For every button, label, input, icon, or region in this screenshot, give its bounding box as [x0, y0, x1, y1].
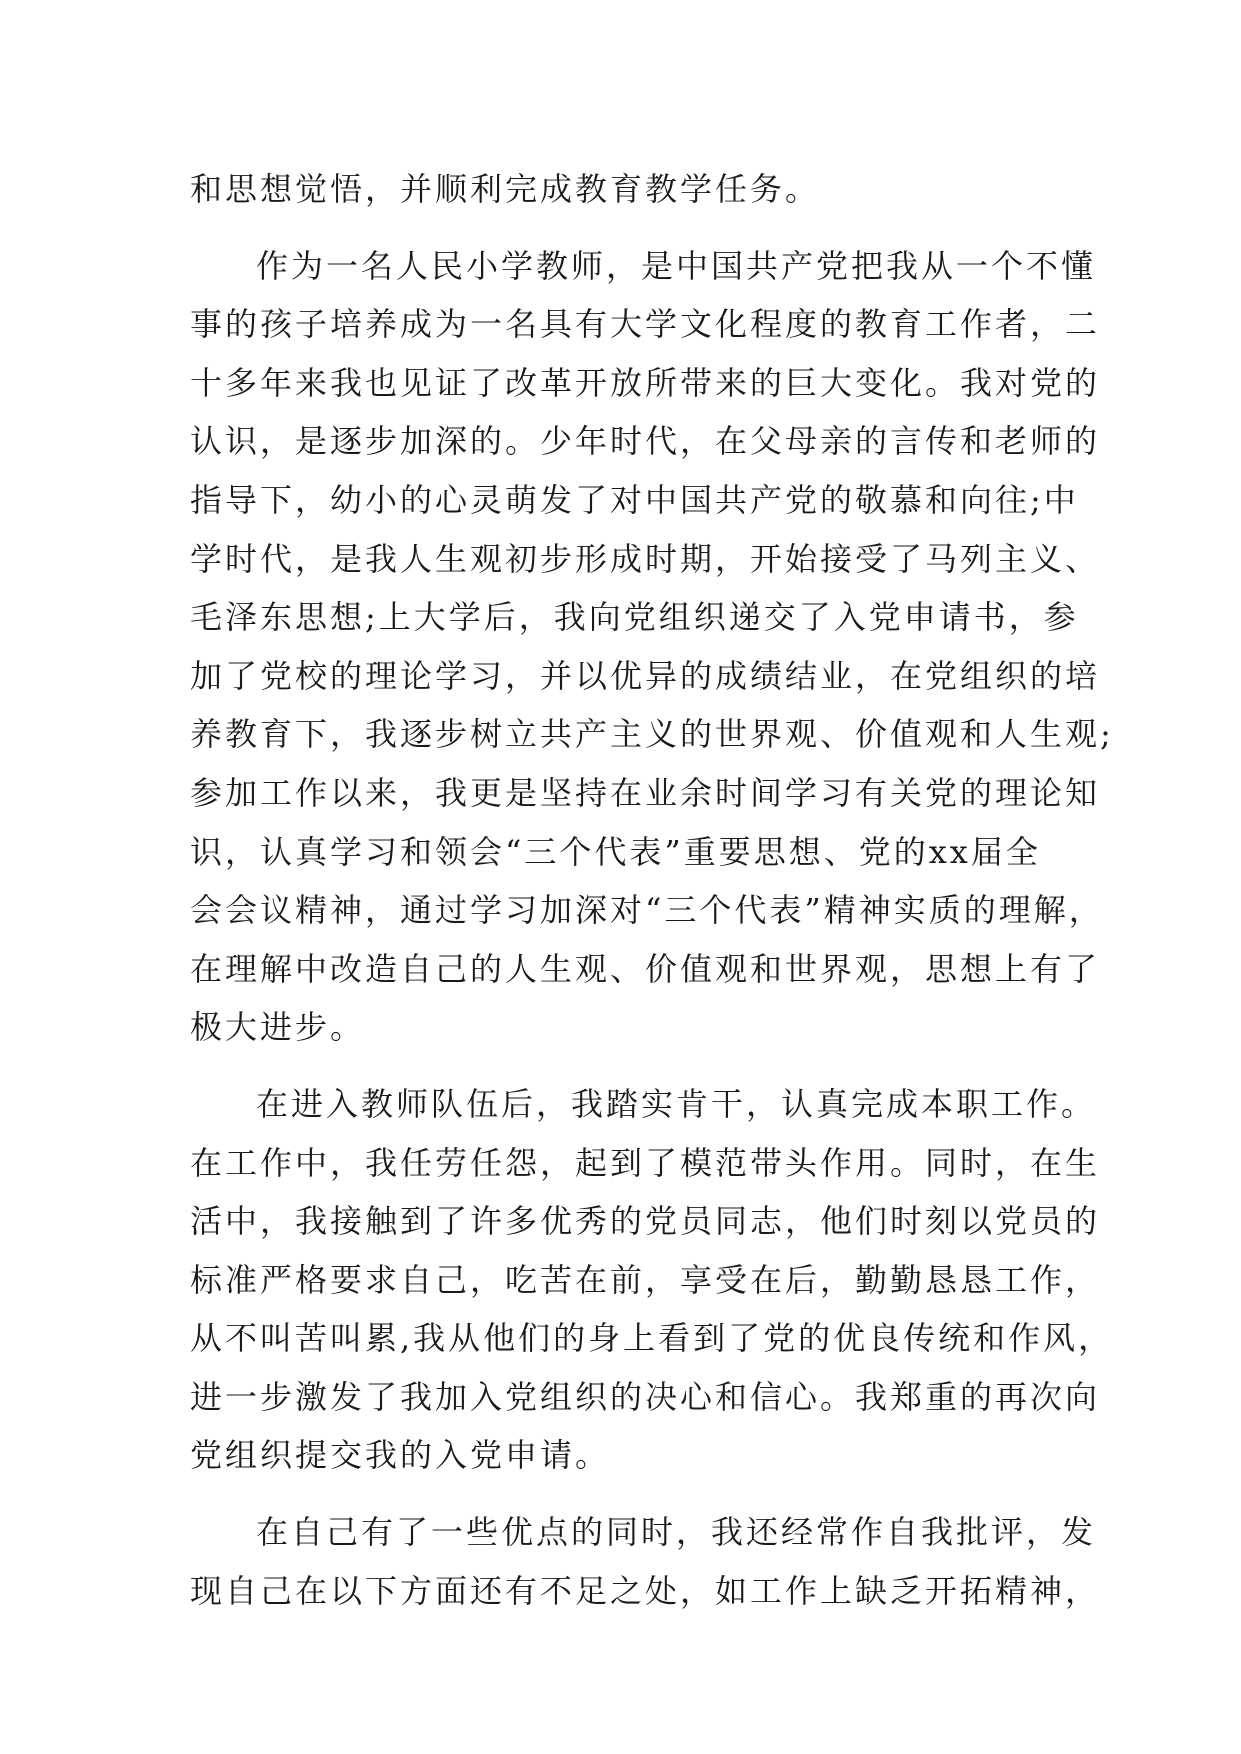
text-line: 作为一名人民小学教师，是中国共产党把我从一个不懂: [256, 246, 1097, 285]
text-line: 加了党校的理论学习，并以优异的成绩结业，在党组织的培: [190, 656, 1101, 695]
text-line: 在进入教师队伍后，我踏实肯干，认真完成本职工作。: [256, 1084, 1097, 1123]
paragraph: [190, 160, 1070, 219]
text-line: 事的孩子培养成为一名具有大学文化程度的教育工作者，二: [190, 305, 1101, 344]
body-text: [190, 160, 1114, 1620]
text-line: 会会议精神，通过学习加深对“三个代表”精神实质的理解，: [190, 891, 1104, 930]
text-line: 和思想觉悟，并顺利完成教育教学任务。: [190, 170, 821, 208]
text-line: 认识，是逐步加深的。少年时代，在父母亲的言传和老师的: [190, 422, 1101, 461]
text-line: 识，认真学习和领会“三个代表”重要思想、党的xx届全: [190, 832, 1041, 871]
text-line: 标准严格要求自己，吃苦在前，享受在后，勤勤恳恳工作，: [190, 1260, 1101, 1299]
paragraph: [190, 1503, 1101, 1620]
paragraph: [190, 1075, 1114, 1485]
text-line: 现自己在以下方面还有不足之处，如工作上缺乏开拓精神，: [190, 1571, 1101, 1610]
text-line: 十多年来我也见证了改革开放所带来的巨大变化。我对党的: [190, 363, 1101, 402]
text-line: 指导下，幼小的心灵萌发了对中国共产党的敬慕和向往;中: [190, 480, 1079, 519]
text-line: 养教育下，我逐步树立共产主义的世界观、价值观和人生观;: [190, 715, 1114, 754]
text-line: 极大进步。: [190, 1008, 366, 1047]
text-line: 进一步激发了我加入党组织的决心和信心。我郑重的再次向: [190, 1377, 1101, 1416]
text-line: 在理解中改造自己的人生观、价值观和世界观，思想上有了: [190, 949, 1101, 988]
text-line: 学时代，是我人生观初步形成时期，开始接受了马列主义、: [190, 539, 1101, 578]
text-line: 参加工作以来，我更是坚持在业余时间学习有关党的理论知: [190, 773, 1101, 812]
paragraph: [190, 237, 1114, 1057]
text-line: 在自己有了一些优点的同时，我还经常作自我批评，发: [256, 1513, 1097, 1552]
text-line: 活中，我接触到了许多优秀的党员同志，他们时刻以党员的: [190, 1202, 1101, 1241]
text-line: 从不叫苦叫累,我从他们的身上看到了党的优良传统和作风，: [190, 1319, 1114, 1358]
text-line: 党组织提交我的入党申请。: [190, 1436, 611, 1475]
text-line: 在工作中，我任劳任怨，起到了模范带头作用。同时，在生: [190, 1143, 1101, 1182]
text-line: 毛泽东思想;上大学后，我向党组织递交了入党申请书，参: [190, 598, 1079, 637]
